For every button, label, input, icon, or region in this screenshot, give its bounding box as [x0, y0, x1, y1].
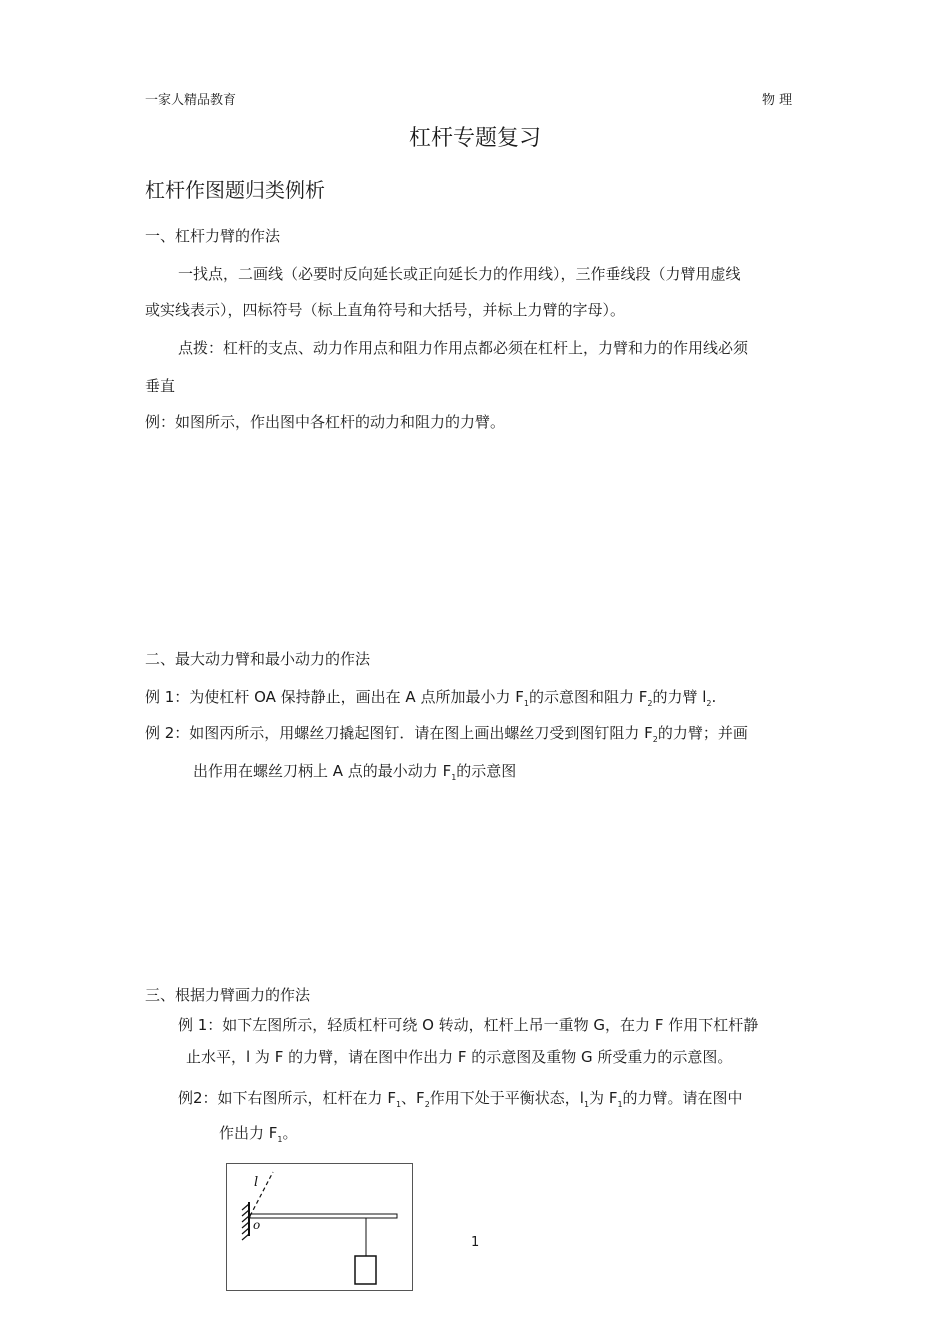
ex1-text-b: 的示意图和阻力 F	[528, 688, 648, 706]
section2-example2-line1	[145, 722, 748, 744]
header-left: 一家人精品教育	[145, 93, 237, 108]
ex2-sub-1: 2	[652, 735, 658, 744]
section2-example1	[145, 686, 716, 708]
s3ex2-text-f: 作出力 F	[219, 1124, 278, 1142]
s3ex2-text-a: 例2：如下右图所示，杠杆在力 F	[178, 1089, 396, 1107]
section1-para1-line1: 一找点，二画线（必要时反向延长或正向延长力的作用线），三作垂线段（力臂用虚线	[178, 265, 741, 283]
lever-bar	[250, 1214, 397, 1218]
section1-tip-line2: 垂直	[145, 377, 176, 395]
section1-para1-line2: 或实线表示），四标符号（标上直角符号和大括号，并标上力臂的字母）。	[145, 301, 626, 319]
s3ex2-sub-5: 1	[277, 1135, 283, 1144]
ex1-text-d: .	[711, 688, 717, 706]
section3-example1-line1: 例 1：如下左图所示，轻质杠杆可绕 O 转动，杠杆上吊一重物 G，在力 F 作用下杠杆静	[178, 1016, 759, 1034]
ex1-sub-1: 1	[523, 699, 529, 708]
page-title: 杠杆专题复习	[408, 126, 541, 151]
section2-heading: 二、最大动力臂和最小动力的作法	[145, 650, 371, 668]
ex2-text-a: 例 2：如图丙所示，用螺丝刀撬起图钉．请在图上画出螺丝刀受到图钉阻力 F	[145, 724, 653, 742]
section3-heading: 三、根据力臂画力的作法	[145, 986, 311, 1004]
section1-tip-line1: 点拨：杠杆的支点、动力作用点和阻力作用点都必须在杠杆上，力臂和力的作用线必须	[178, 339, 749, 357]
ex2-text-c: 出作用在螺丝刀柄上 A 点的最小动力 F	[193, 762, 452, 780]
header-right: 物 理	[762, 93, 793, 108]
section3-example2-line1	[178, 1087, 743, 1109]
s3ex2-sub-2: 2	[424, 1100, 430, 1109]
section3-example1-line2: 止水平，l 为 F 的力臂，请在图中作出力 F 的示意图及重物 G 所受重力的示意图。	[186, 1048, 733, 1066]
s3ex2-text-g: 。	[282, 1124, 298, 1142]
s3ex2-text-b: 、F	[401, 1089, 425, 1107]
s3ex2-text-c: 作用下处于平衡状态，l	[429, 1089, 584, 1107]
ex1-text-a: 例 1：为使杠杆 OA 保持静止，画出在 A 点所加最小力 F	[145, 688, 524, 706]
s3ex2-sub-1: 1	[395, 1100, 402, 1109]
ex2-text-d: 的示意图	[456, 762, 517, 780]
s3ex2-text-e: 的力臂。请在图中	[622, 1089, 743, 1107]
label-l: l	[254, 1175, 259, 1190]
section1-heading: 一、杠杆力臂的作法	[145, 227, 281, 245]
label-o: o	[253, 1218, 261, 1232]
ex1-sub-3: 2	[706, 699, 712, 708]
section1-example: 例：如图所示，作出图中各杠杆的动力和阻力的力臂。	[145, 413, 506, 431]
s3ex2-sub-4: 1	[617, 1100, 623, 1109]
s3ex2-sub-3: 1	[583, 1100, 590, 1109]
wall-hatching	[242, 1204, 249, 1240]
ex1-sub-2: 2	[647, 699, 653, 708]
section3-example2-line2	[219, 1122, 298, 1144]
lever-diagram	[227, 1164, 412, 1290]
ex1-text-c: 的力臂 l	[652, 688, 707, 706]
page-number: 1	[471, 1235, 480, 1250]
section-subtitle: 杠杆作图题归类例析	[145, 178, 325, 202]
s3ex2-text-d: 为 F	[589, 1089, 618, 1107]
lever-figure	[226, 1163, 413, 1291]
ex2-sub-2: 1	[451, 773, 457, 782]
section2-example2-line2	[193, 760, 516, 782]
hanging-weight	[355, 1256, 376, 1284]
ex2-text-b: 的力臂；并画	[657, 724, 748, 742]
